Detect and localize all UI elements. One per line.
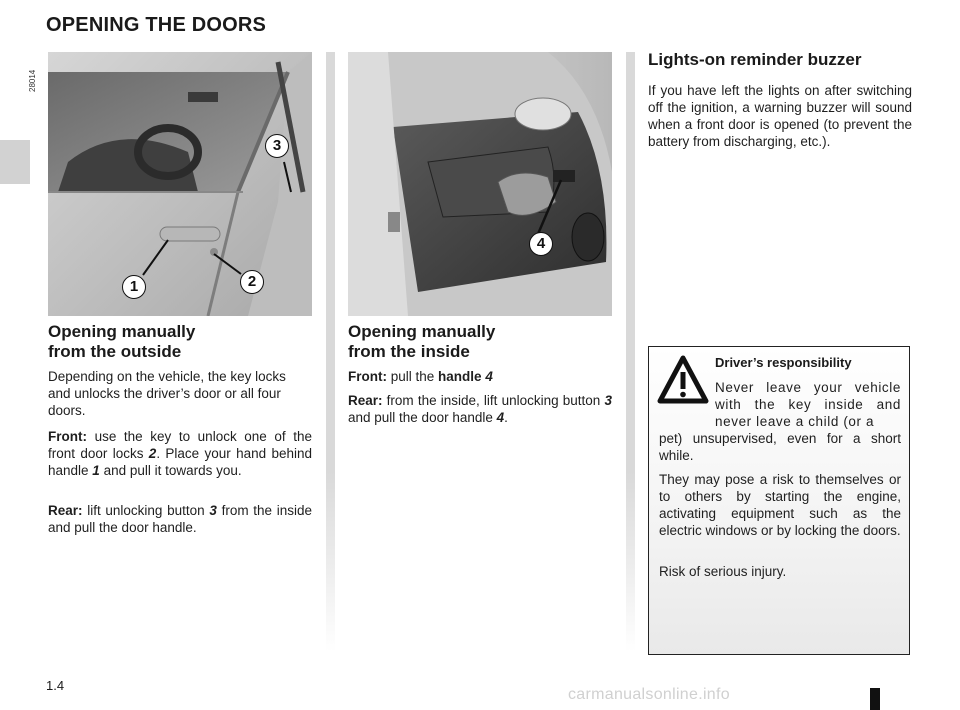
ref-4: 4 [485, 369, 493, 384]
column-divider [326, 52, 335, 652]
paragraph-front-inside [348, 368, 612, 385]
callout-2: 2 [240, 270, 264, 294]
callout-4: 4 [529, 232, 553, 256]
paragraph-buzzer: If you have left the lights on after switching off the ignition, a warning buzzer will sound when a front door is opened (to prevent the battery from discharging, etc.). [648, 83, 912, 149]
figure-inside-door [348, 52, 612, 316]
page-edge-mark [870, 688, 880, 710]
heading-line: Opening manually [48, 322, 196, 341]
warning-title: Driver’s responsibility [715, 355, 852, 370]
section-heading-inside [348, 322, 612, 362]
label-rear: Rear: [348, 393, 383, 408]
text: from the inside, lift unlocking button [382, 393, 605, 408]
car-door-outside-illustration [48, 52, 312, 316]
warning-paragraph-1-indented: Never leave your vehicle with the key inside and never leave a child (or a [715, 380, 901, 429]
handle-word: handle [438, 369, 482, 384]
ref-1: 1 [92, 463, 100, 478]
section-heading-outside [48, 322, 312, 362]
paragraph-rear-inside [348, 392, 612, 426]
paragraph-intro: Depending on the vehicle, the key locks and unlocks the driver’s door or all four doors. [48, 369, 286, 418]
label-rear: Rear: [48, 503, 83, 518]
paragraph-front-outside [48, 428, 312, 479]
text: from the inside and pull the door handle. [48, 503, 312, 535]
heading-line: from the outside [48, 342, 182, 361]
text: and pull it towards you. [99, 463, 242, 478]
label-front: Front: [348, 369, 387, 384]
paragraph-rear-outside [48, 502, 312, 536]
heading-line: from the inside [348, 342, 470, 361]
text: . Place your hand behind handle [48, 446, 312, 478]
warning-triangle-icon [657, 355, 709, 405]
warning-paragraph-3: Risk of serious injury. [659, 564, 787, 579]
car-door-inside-illustration [348, 52, 612, 316]
heading-line: Opening manually [348, 322, 496, 341]
column-divider [626, 52, 635, 652]
ref-3: 3 [604, 393, 612, 408]
text: lift unlocking button [82, 503, 210, 518]
text: pull the [386, 369, 439, 384]
text: and pull the door handle [348, 410, 497, 425]
section-tab [0, 140, 30, 184]
warning-paragraph-1-continued: pet) unsupervised, even for a short while. [659, 431, 901, 463]
warning-paragraph-2: They may pose a risk to themselves or to others by starting the engine, activating equipment such as the electric windows or by locking the doors. [659, 472, 901, 538]
section-heading-buzzer: Lights-on reminder buzzer [648, 50, 862, 69]
label-front: Front: [48, 429, 87, 444]
page-number: 1.4 [46, 678, 65, 693]
figure-code: 28014 [28, 69, 37, 92]
ref-3: 3 [209, 503, 217, 518]
ref-4: 4 [496, 410, 505, 425]
text: use the key to unlock one of the front door locks [48, 429, 312, 461]
callout-3: 3 [265, 134, 289, 158]
warning-box [648, 346, 910, 655]
page-title: OPENING THE DOORS [46, 14, 267, 36]
callout-1: 1 [122, 275, 146, 299]
figure-outside-door [48, 52, 312, 316]
ref-2: 2 [148, 446, 157, 461]
text: . [504, 410, 508, 425]
watermark: carmanualsonline.info [568, 686, 730, 703]
